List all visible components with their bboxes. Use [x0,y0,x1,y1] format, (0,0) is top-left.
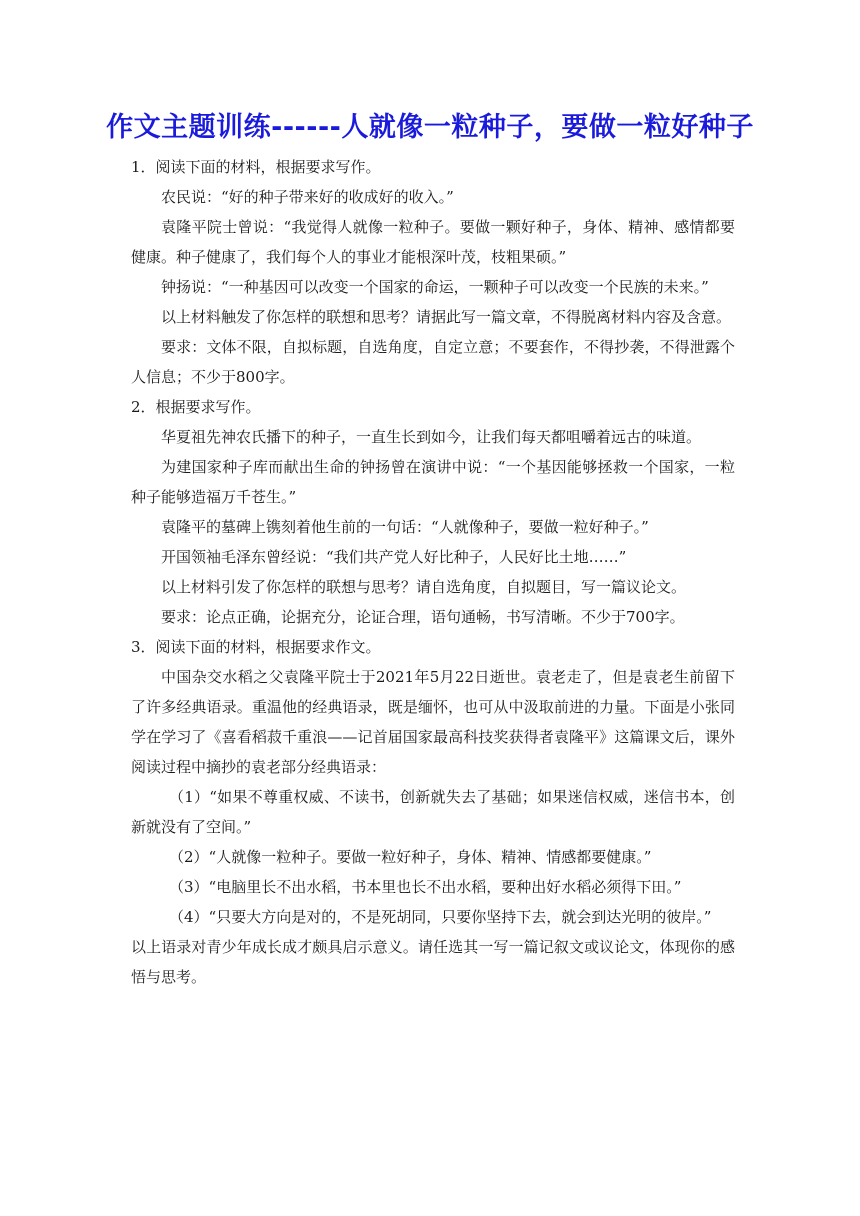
q1-requirements: 要求：文体不限，自拟标题，自选角度，自定立意；不要套作，不得抄袭，不得泄露个人信息；不少于800字。 [131,338,735,386]
question-1 [131,152,735,392]
q1-material-farmer: 农民说：“好的种子带来好的收成好的收入。” [161,188,454,206]
q2-material-zhong: 为建国家种子库而献出生命的钟扬曾在演讲中说：“一个基因能够拯救一个国家，一粒种子能够造福万千苍生。” [131,458,735,506]
q3-quote-3: （3）“电脑里长不出水稻，书本里也长不出水稻，要种出好水稻必须得下田。” [169,878,682,896]
question-1-heading: 1．阅读下面的材料，根据要求写作。 [131,158,381,176]
q2-requirements: 要求：论点正确，论据充分，论证合理，语句通畅，书写清晰。不少于700字。 [161,608,685,626]
q3-prompt: 以上语录对青少年成长成才颇具启示意义。请任选其一写一篇记叙文或议论文，体现你的感悟与思考。 [131,938,735,986]
document-body [131,152,735,992]
q2-material-yuan: 袁隆平的墓碑上镌刻着他生前的一句话：“人就像种子，要做一粒好种子。” [161,518,649,536]
q2-material-shennong: 华夏祖先神农氏播下的种子，一直生长到如今，让我们每天都咀嚼着远古的味道。 [161,428,702,446]
question-3-heading: 3．阅读下面的材料，根据要求作文。 [131,638,381,656]
q1-prompt: 以上材料触发了你怎样的联想和思考？请据此写一篇文章，不得脱离材料内容及含意。 [161,308,732,326]
q1-material-yuan: 袁隆平院士曾说：“我觉得人就像一粒种子。要做一颗好种子，身体、精神、感情都要健康。种子健康了，我们每个人的事业才能根深叶茂，枝粗果硕。” [131,218,735,266]
q3-quote-2: （2）“人就像一粒种子。要做一粒好种子，身体、精神、情感都要健康。” [169,848,652,866]
q3-quote-1: （1）“如果不尊重权威、不读书，创新就失去了基础；如果迷信权威，迷信书本，创新就没有了空间。” [131,788,735,836]
question-2 [131,392,735,632]
q2-prompt: 以上材料引发了你怎样的联想与思考？请自选角度，自拟题目，写一篇议论文。 [161,578,687,596]
q1-material-zhong: 钟扬说：“一种基因可以改变一个国家的命运，一颗种子可以改变一个民族的未来。” [161,278,709,296]
q2-material-mao: 开国领袖毛泽东曾经说：“我们共产党人好比种子，人民好比土地……” [161,548,627,566]
question-2-heading: 2．根据要求写作。 [131,398,261,416]
question-3 [131,632,735,992]
q3-material: 中国杂交水稻之父袁隆平院士于2021年5月22日逝世。袁老走了，但是袁老生前留下了许多经典语录。重温他的经典语录，既是缅怀，也可从中汲取前进的力量。下面是小张同学在学习了《喜看稻菽千重浪——记首届国家最高科技奖获得者袁隆平》这篇课文后，课外阅读过程中摘抄的袁老部分经典语录： [131,668,735,776]
document-title: 作文主题训练------人就像一粒种子，要做一粒好种子 [106,112,754,143]
q3-quote-4: （4）“只要大方向是对的，不是死胡同，只要你坚持下去，就会到达光明的彼岸。” [169,908,712,926]
